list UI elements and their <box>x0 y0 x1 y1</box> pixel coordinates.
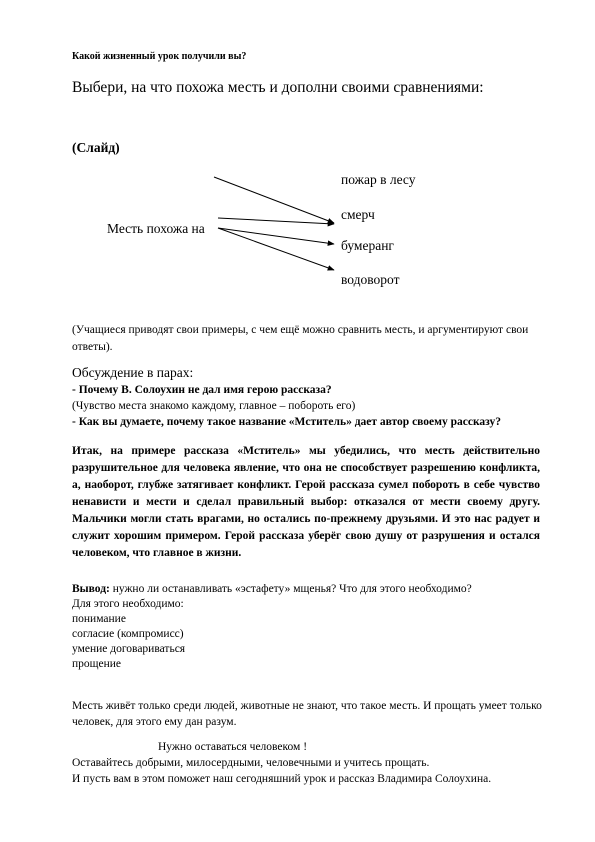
diagram-target-whirlpool: водоворот <box>341 272 400 287</box>
pairs-heading: Обсуждение в парах: <box>72 365 194 380</box>
diagram-target-fire: пожар в лесу <box>341 172 416 187</box>
conclusion-question: нужно ли останавливать «эстафету» мщенья? Что для этого необходимо? <box>109 583 472 595</box>
diagram-target-boomerang: бумеранг <box>341 238 394 253</box>
arrow-1 <box>214 177 334 223</box>
arrow-2 <box>218 218 334 224</box>
task-title: Выбери, на что похожа месть и дополни своими сравнениями: <box>72 79 484 96</box>
slide-label: (Слайд) <box>72 140 120 155</box>
students-note-line2: ответы). <box>72 341 113 353</box>
conclusion-item-forgiveness: прощение <box>72 658 122 670</box>
conclusion-label: Вывод: <box>72 583 110 595</box>
pairs-answer-1: (Чувство места знакомо каждому, главное – побороть его) <box>72 400 356 412</box>
closing-line2: человек, для этого ему дан разум. <box>72 716 237 728</box>
conclusion-item-understanding: понимание <box>72 613 126 625</box>
arrow-3 <box>218 228 334 244</box>
final-line2: Оставайтесь добрыми, милосердными, человечными и учитесь прощать. <box>72 757 430 769</box>
summary-paragraph: Итак, на примере рассказа «Мститель» мы убедились, что месть действительно разрушительное для человека явление, что она не способствует разрешению конфликта, а, наоборот, глубже затягивает конфликт. Герой рассказа сумел побороть в себе чувство ненависти и мести и сделал правильный выбор: отказался от мести своему другу. Мальчики могли стать врагами, но остались по-прежнему друзьями. И это нас радует и служит хорошим примером. Герой рассказа уберёг свою душу от разрушения и остался человеком, что главное в жизни. <box>72 445 540 559</box>
pairs-question-2: - Как вы думаете, почему такое название «Мститель» дает автор своему рассказу? <box>72 416 502 428</box>
pairs-question-1: - Почему В. Солоухин не дал имя герою рассказа? <box>72 384 332 396</box>
students-note-line1: (Учащиеся приводят свои примеры, с чем ещё можно сравнить месть, и аргументируют свои <box>72 324 529 336</box>
diagram-target-whirlwind: смерч <box>341 207 375 222</box>
arrow-4 <box>218 228 334 270</box>
final-line3: И пусть вам в этом поможет наш сегодняшний урок и рассказ Владимира Солоухина. <box>72 773 492 785</box>
header-question: Какой жизненный урок получили вы? <box>72 51 247 62</box>
conclusion-line <box>72 583 472 595</box>
conclusion-need: Для этого необходимо: <box>72 598 184 610</box>
closing-line1: Месть живёт только среди людей, животные не знают, что такое месть. И прощать умеет только <box>72 700 542 712</box>
diagram-source: Месть похожа на <box>107 221 205 236</box>
conclusion-item-negotiation: умение договариваться <box>72 643 186 655</box>
conclusion-item-compromise: согласие (компромисс) <box>72 628 184 640</box>
final-line1: Нужно оставаться человеком ! <box>158 741 308 753</box>
